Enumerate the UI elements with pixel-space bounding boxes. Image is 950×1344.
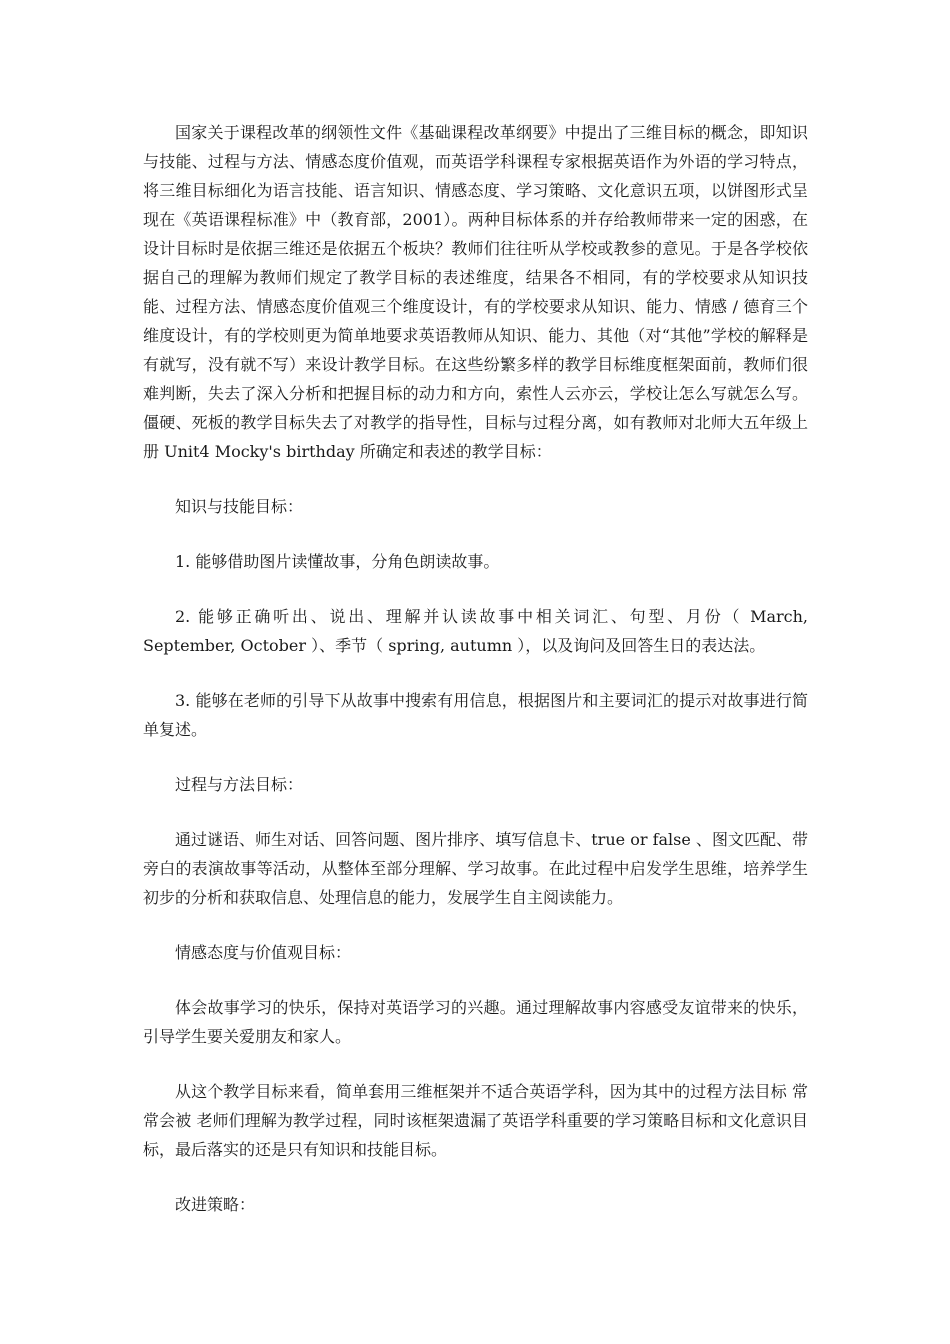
process-methods-heading: 过程与方法目标： [175,775,304,794]
analysis-paragraph: 从这个教学目标来看，简单套用三维框架并不适合英语学科，因为其中的过程方法目标 常常会被 老师们理解为教学过程，同时该框架遗漏了英语学科重要的学习策略目标和文化意识目标，最后落实的还是只有知识和技能目标。 [143,1082,808,1159]
improvement-strategy-heading: 改进策略： [175,1195,256,1214]
knowledge-item-3: 3. 能够在老师的引导下从故事中搜索有用信息，根据图片和主要词汇的提示对故事进行简单复述。 [143,691,808,739]
document-body [143,118,808,1245]
emotion-values-paragraph: 体会故事学习的快乐，保持对英语学习的兴趣。通过理解故事内容感受友谊带来的快乐，引导学生要关爱朋友和家人。 [143,998,808,1046]
process-methods-paragraph: 通过谜语、师生对话、回答问题、图片排序、填写信息卡、true or false 、图文匹配、带旁白的表演故事等活动，从整体至部分理解、学习故事。在此过程中启发学生思维，培养学生初步的分析和获取信息、处理信息的能力，发展学生自主阅读能力。 [143,830,808,907]
knowledge-item-2: 2. 能够正确听出、说出、理解并认读故事中相关词汇、句型、月份（ March, September, October ）、季节（ spring, autumn ），以及询问及回答生日的表达法。 [143,607,808,655]
emotion-values-heading: 情感态度与价值观目标： [175,943,352,962]
knowledge-item-1: 1. 能够借助图片读懂故事，分角色朗读故事。 [175,552,500,571]
knowledge-skills-heading: 知识与技能目标： [175,497,304,516]
intro-paragraph: 国家关于课程改革的纲领性文件《基础课程改革纲要》中提出了三维目标的概念，即知识与技能、过程与方法、情感态度价值观，而英语学科课程专家根据英语作为外语的学习特点，将三维目标细化为语言技能、语言知识、情感态度、学习策略、文化意识五项，以饼图形式呈现在《英语课程标准》中（教育部，2001）。两种目标体系的并存给教师带来一定的困惑，在设计目标时是依据三维还是依据五个板块？教师们往往听从学校或教参的意见。于是各学校依据自己的理解为教师们规定了教学目标的表述维度，结果各不相同，有的学校要求从知识技能、过程方法、情感态度价值观三个维度设计，有的学校要求从知识、能力、情感 / 德育三个维度设计，有的学校则更为简单地要求英语教师从知识、能力、其他（对“其他”学校的解释是有就写，没有就不写）来设计教学目标。在这些纷繁多样的教学目标维度框架面前，教师们很难判断，失去了深入分析和把握目标的动力和方向，索性人云亦云，学校让怎么写就怎么写。僵硬、死板的教学目标失去了对教学的指导性，目标与过程分离，如有教师对北师大五年级上册 Unit4 Mocky's birthday 所确定和表述的教学目标： [143,123,808,461]
